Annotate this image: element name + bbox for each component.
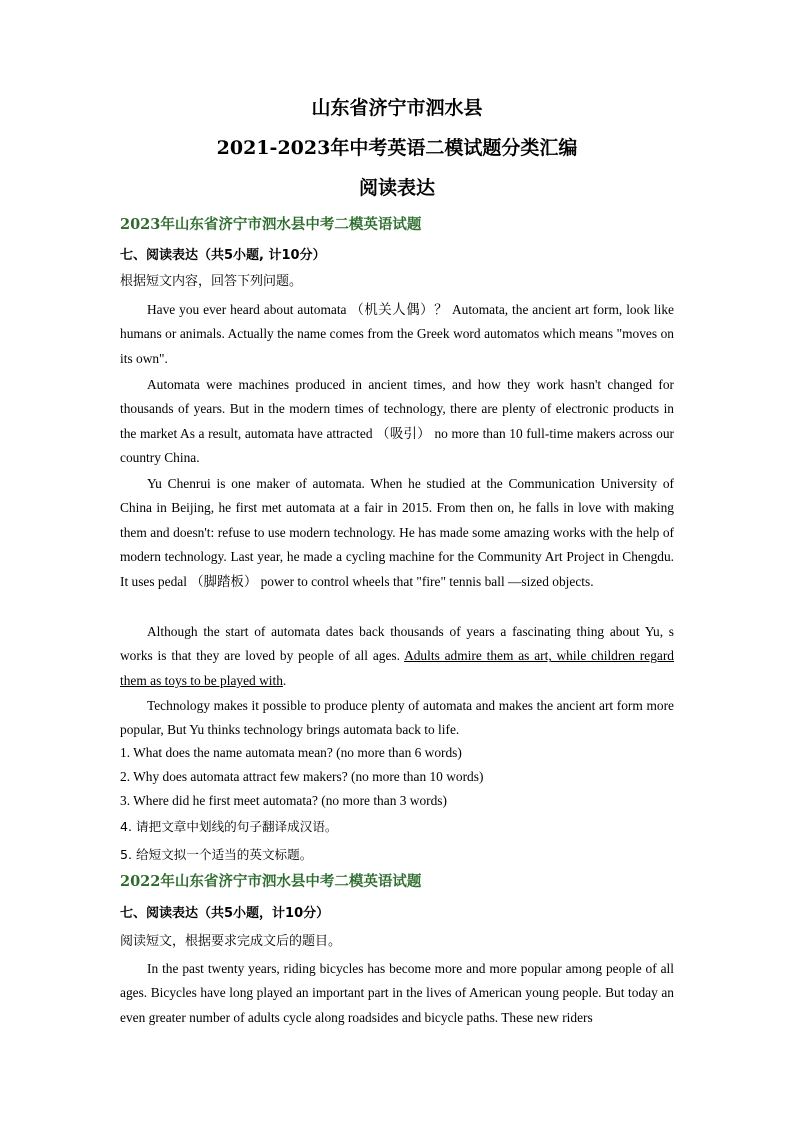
paragraph-4-text: Although the start of automata dates back thousands of years a fascinating thing about Yu, s works is that they are loved by people of all ages. (120, 624, 674, 664)
passage-2023-paragraph-4 (120, 620, 674, 693)
paragraph-4-end: . (282, 672, 287, 688)
question-1: 1. What does the name automata mean? (no more than 6 words) (120, 745, 462, 760)
section-2022-instruction: 阅读短文，根据要求完成文后的题目。 (120, 934, 342, 949)
passage-2022-paragraph-1: In the past twenty years, riding bicycles has become more and more popular among people of all ages. Bicycles have long played an important part in the lives of American young people. But today an even greater number of adults cycle along roadsides and bicycle paths. These new riders (120, 961, 674, 1025)
question-5: 5. 给短文拟一个适当的英文标题。 (120, 847, 313, 862)
passage-2023-paragraph-2: Automata were machines produced in ancient times, and how they work hasn't changed for thousands of years. But in the modern times of technology, there are plenty of electronic products in the market As a result, automata have attracted （吸引） no more than 10 full-time makers across our country China. (120, 377, 674, 466)
question-3: 3. Where did he first meet automata? (no more than 3 words) (120, 793, 447, 808)
section-2022-subheading: 七、阅读表达（共5小题，计10分） (120, 906, 330, 921)
passage-2023-paragraph-5: Technology makes it possible to produce plenty of automata and makes the ancient art form more popular, But Yu thinks technology brings automata back to life. (120, 698, 674, 738)
passage-2023-paragraph-1: Have you ever heard about automata （机关人偶）？ Automata, the ancient art form, look like humans or animals. Actually the name comes from the Greek word automatos which means "moves on its own". (120, 302, 674, 366)
section-2023-subheading: 七、阅读表达（共5小题, 计10分） (120, 248, 326, 263)
passage-2023-paragraph-3: Yu Chenrui is one maker of automata. When he studied at the Communication University of China in Beijing, he first met automata at a fair in 2015. From then on, he falls in love with making them and doesn't: refuse to use modern technology. He has made some amazing works with the help of modern technology. Last year, he made a cycling machine for the Community Art Project in Chengdu. It uses pedal （脚踏板） power to control wheels that "fire" tennis ball —sized objects. (120, 476, 674, 589)
doc-title-line2: 2021-2023年中考英语二模试题分类汇编 (216, 137, 578, 159)
doc-title-line3: 阅读表达 (358, 177, 435, 199)
doc-title-line1: 山东省济宁市泗水县 (311, 97, 483, 119)
question-4: 4. 请把文章中划线的句子翻译成汉语。 (120, 819, 338, 834)
underlined-sentence: Adults admire them as art, while children regard them as toys to be played with (120, 648, 674, 688)
section-2023-instruction: 根据短文内容，回答下列问题。 (120, 274, 303, 289)
question-2: 2. Why does automata attract few makers? (no more than 10 words) (120, 769, 484, 784)
section-2022-heading: 2022年山东省济宁市泗水县中考二模英语试题 (120, 873, 422, 890)
section-2023-heading: 2023年山东省济宁市泗水县中考二模英语试题 (120, 216, 422, 233)
